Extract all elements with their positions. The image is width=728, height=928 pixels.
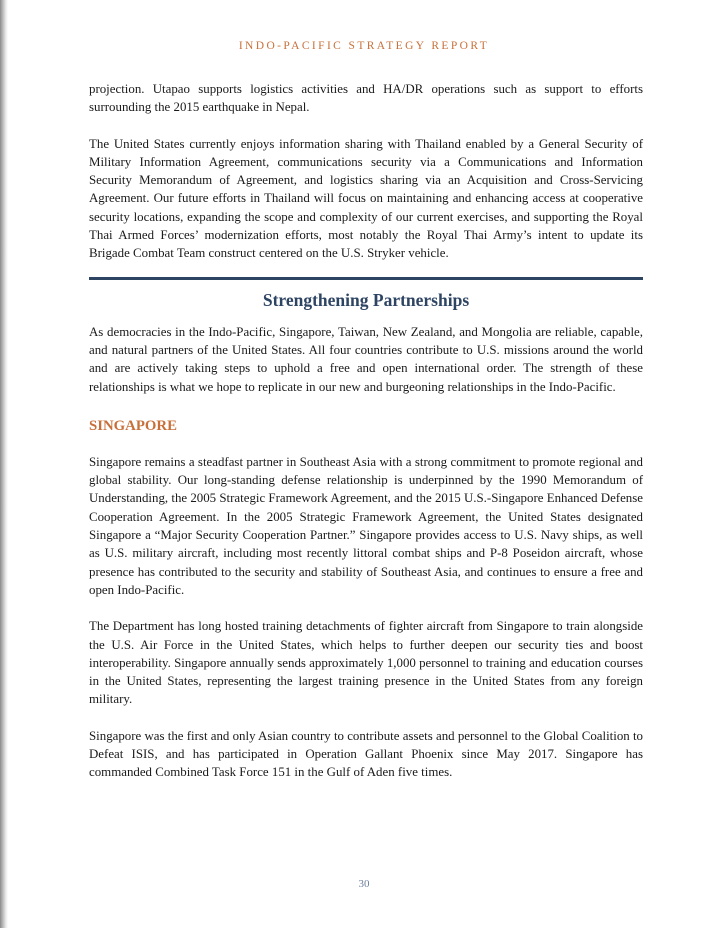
subheading-singapore: SINGAPORE bbox=[89, 417, 177, 434]
page-number: 30 bbox=[358, 878, 370, 890]
page-edge-shadow bbox=[0, 0, 8, 928]
paragraph-singapore-training: The Department has long hosted training detachments of fighter aircraft from Singapore to train alongside the U.S. Air Force in the United States, which helps to further deepen our security ties and boost interoperability. Singapore annually sends approximately 1,000 personnel to training and education courses in the United States, representing the largest training presence in the United States from any foreign military. bbox=[89, 619, 643, 707]
section-heading: Strengthening Partnerships bbox=[262, 289, 470, 310]
paragraph-singapore-partner: Singapore remains a steadfast partner in Southeast Asia with a strong commitment to promote regional and global stability. Our long-standing defense relationship is underpinned by the 1990 Memorandum of Understanding, the 2005 Strategic Framework Agreement, and the 2015 U.S.-Singapore Enhanced Defense Cooperation Agreement. In the 2005 Strategic Framework Agreement, the United States designated Singapore a “Major Security Cooperation Partner.” Singapore provides access to U.S. Navy ships, as well as U.S. military aircraft, including most recently littoral combat ships and P-8 Poseidon aircraft, whose presence has contributed to the security and stability of Southeast Asia, and continues to ensure a free and open Indo-Pacific. bbox=[89, 454, 643, 597]
running-header: INDO-PACIFIC STRATEGY REPORT bbox=[238, 40, 490, 52]
page-body bbox=[89, 80, 643, 782]
paragraph-utapao: projection. Utapao supports logistics activities and HA/DR operations such as support to efforts surrounding the 2015 earthquake in Nepal. bbox=[89, 82, 643, 115]
paragraph-thailand-agreements: The United States currently enjoys information sharing with Thailand enabled by a General Security of Military Information Agreement, communications security via a Communications and Information Security Memorandum of Agreement, and logistics sharing via an Acquisition and Cross-Servicing Agreement. Our future efforts in Thailand will focus on maintaining and enhancing access at cooperative security locations, expanding the scope and complexity of our current exercises, and supporting the Royal Thai Armed Forces’ modernization efforts, most notably the Royal Thai Army’s intent to update its Brigade Combat Team construct centered on the U.S. Stryker vehicle. bbox=[89, 136, 643, 261]
paragraph-singapore-isis: Singapore was the first and only Asian country to contribute assets and personnel to the Global Coalition to Defeat ISIS, and has participated in Operation Gallant Phoenix since May 2017. Singapore has commanded Combined Task Force 151 in the Gulf of Aden five times. bbox=[89, 728, 643, 780]
section-divider bbox=[89, 277, 643, 280]
paragraph-partnerships-intro: As democracies in the Indo-Pacific, Singapore, Taiwan, New Zealand, and Mongolia are reliable, capable, and natural partners of the United States. All four countries contribute to U.S. missions around the world and are actively taking steps to uphold a free and open international order. The strength of these relationships is what we hope to replicate in our new and burgeoning relationships in the Indo-Pacific. bbox=[89, 324, 643, 394]
